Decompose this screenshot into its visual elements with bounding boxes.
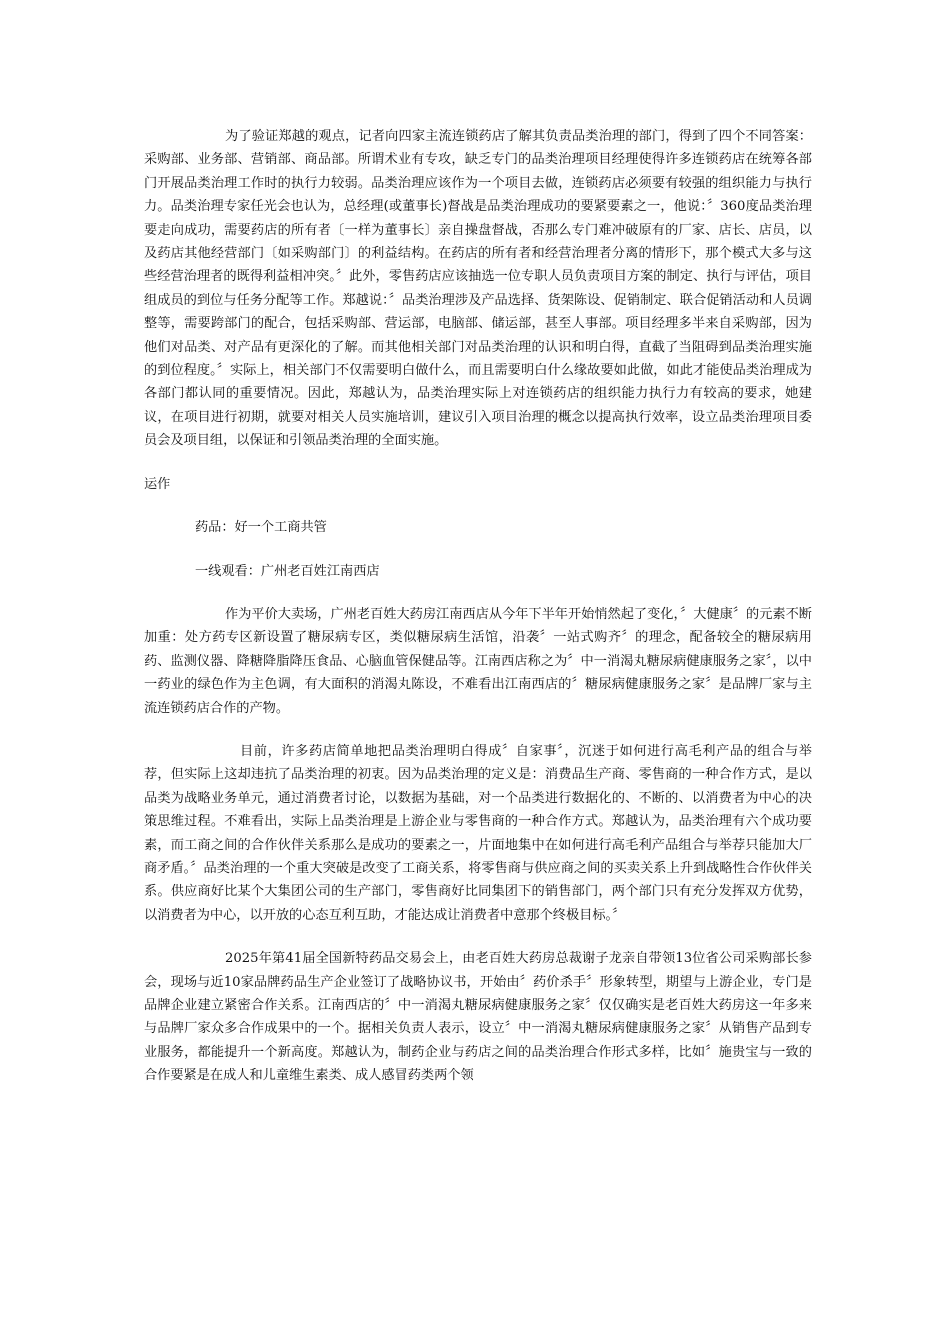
paragraph-industry-commerce-partnership: 目前，许多药店简单地把品类治理明白得成〞自家事〞，沉迷于如何进行高毛利产品的组合与举荐，但实际上这却违抗了品类治理的初衷。因为品类治理的定义是：消费品生产商、零售商的一种合作方式，是以品类为战略业务单元，通过消费者讨论，以数据为基础，对一个品类进行数据化的、不断的、以消费者为中心的决策思维过程。不难看出，实际上品类治理是上游企业与零售商的一种合作方式。郑越认为，品类治理有六个成功要素，而工商之间的合作伙伴关系那么是成功的要素之一，片面地集中在如何进行高毛利产品组合与举荐只能加大厂商矛盾。〞品类治理的一个重大突破是改变了工商关系，将零售商与供应商之间的买卖关系上升到战略性合作伙伴关系。供应商好比某个大集团公司的生产部门，零售商好比同集团下的销售部门，两个部门只有充分发挥双方优势，以消费者为中心，以开放的心态互利互助，才能达成让消费者中意那个终极目标。〞: [144, 743, 812, 923]
paragraph-trade-fair-2025: 2025年第41届全国新特药品交易会上，由老百姓大药房总裁谢子龙亲自带领13位省公司采购部长参会，现场与近10家品牌药品生产企业签订了战略协议书，开始由〞药价杀手〞形象转型，期望与上游企业，专门是品牌企业建立紧密合作关系。江南西店的〞中一消渴丸糖尿病健康服务之家〞仅仅确实是老百姓大药房这一年多来与品牌厂家众多合作成果中的一个。据相关负责人表示，设立〞中一消渴丸糖尿病健康服务之家〞从销售产品到专业服务，都能提升一个新高度。郑越认为，制药企业与药店之间的品类治理合作形式多样，比如〞施贵宝与一致的合作要紧是在成人和儿童维生素类、成人感冒药类两个领: [144, 951, 812, 1084]
paragraph-jiangnanxi-store: 作为平价大卖场，广州老百姓大药房江南西店从今年下半年开始悄然起了变化，〞大健康〞的元素不断加重：处方药专区新设置了糖尿病专区，类似糖尿病生活馆，沿袭〞一站式购齐〞的理念，配备较全的糖尿病用药、监测仪器、降糖降脂降压食品、心脑血管保健品等。江南西店称之为〞中一消渴丸糖尿病健康服务之家〞，以中一药业的绿色作为主色调，有大面积的消渴丸陈设，不难看出江南西店的〞糖尿病健康服务之家〞是品牌厂家与主流连锁药店合作的产物。: [144, 606, 812, 716]
document-page: [144, 125, 812, 1088]
paragraph-category-management-departments: 为了验证郑越的观点，记者向四家主流连锁药店了解其负责品类治理的部门，得到了四个不同答案：采购部、业务部、营销部、商品部。所谓术业有专攻，缺乏专门的品类治理项目经理使得许多连锁药店在统筹各部门开展品类治理工作时的执行力较弱。品类治理应该作为一个项目去做，连锁药店必须要有较强的组织能力与执行力。品类治理专家任光会也认为，总经理(或董事长)督战是品类治理成功的要紧要素之一，他说：〞360度品类治理要走向成功，需要药店的所有者〔一样为董事长〕亲自操盘督战，否那么专门难冲破原有的厂家、店长、店员，以及药店其他经营部门〔如采购部门〕的利益结构。在药店的所有者和经营治理者分离的情形下，那个模式大多与这些经营治理者的既得利益相冲突。〞此外，零售药店应该抽选一位专职人员负责项目方案的制定、执行与评估，项目组成员的到位与任务分配等工作。郑越说：〞品类治理涉及产品选择、货架陈设、促销制定、联合促销活动和人员调整等，需要跨部门的配合，包括采购部、营运部，电脑部、储运部，甚至人事部。项目经理多半来自采购部，因为他们对品类、对产品有更深化的了解。而其他相关部门对品类治理的认识和明白得，直截了当阻碍到品类治理实施的到位程度。〞实际上，相关部门不仅需要明白做什么，而且需要明白什么缘故要如此做，如此才能使品类治理成为各部门都认同的重要情况。因此，郑越认为，品类治理实际上对连锁药店的组织能力执行力有较高的要求，她建议，在项目进行初期，就要对相关人员实施培训，建议引入项目治理的概念以提高执行效率，设立品类治理项目委员会及项目组，以保证和引领品类治理的全面实施。: [144, 129, 812, 449]
sub-heading-frontline-observation: 一线观看：广州老百姓江南西店: [195, 563, 380, 579]
section-heading-operation: 运作: [144, 476, 171, 492]
sub-heading-pharma-cogovernance: 药品：好一个工商共管: [195, 520, 327, 536]
